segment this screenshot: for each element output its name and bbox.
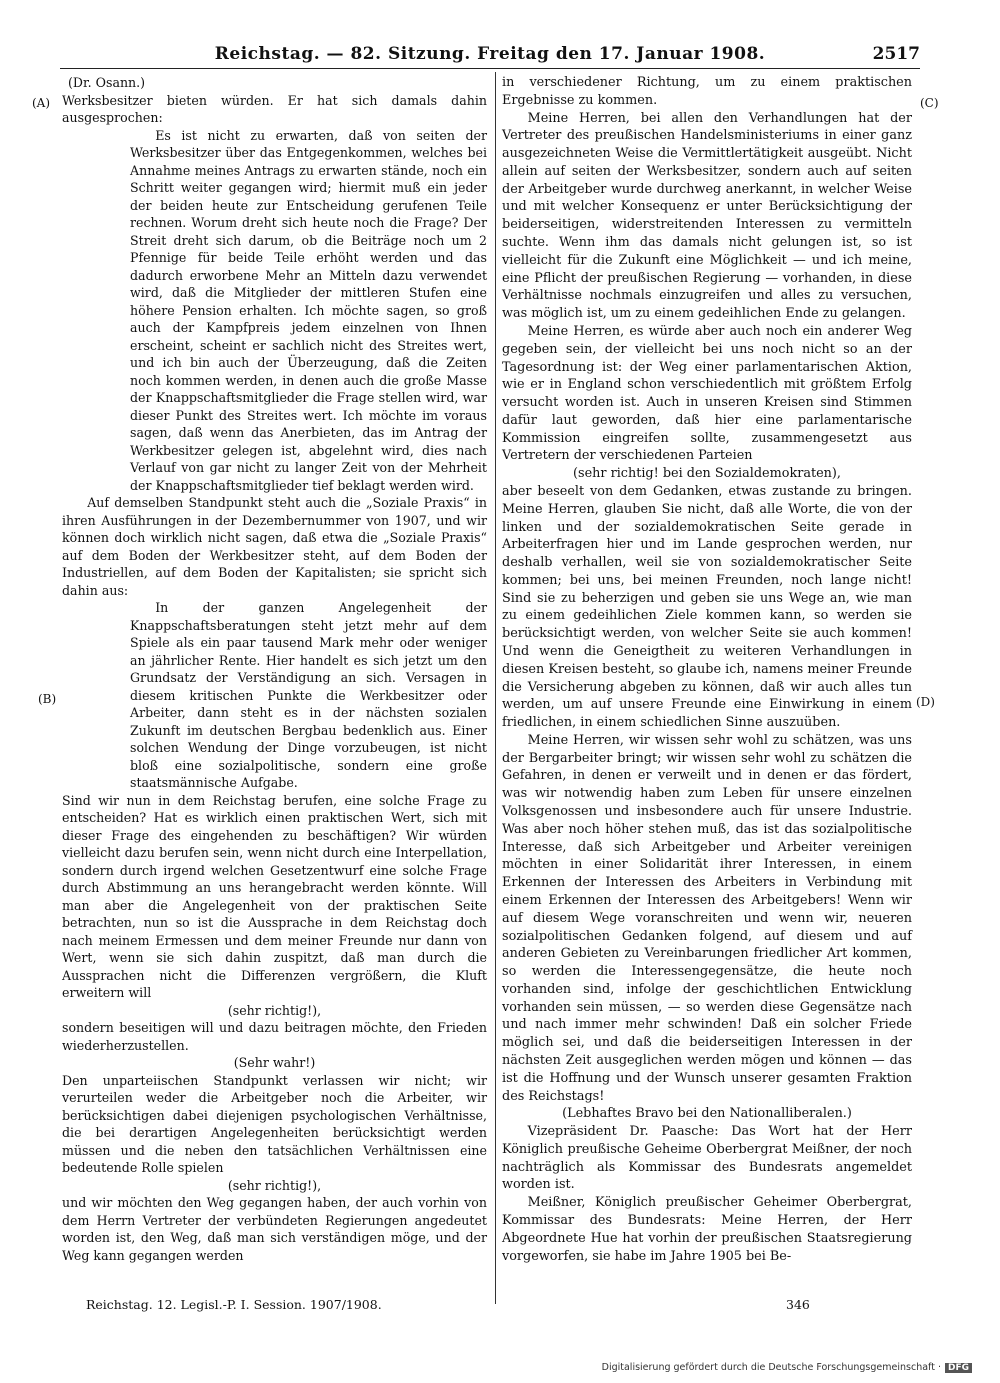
margin-marker-c: (C) — [920, 96, 939, 110]
quote-block: In der ganzen Angelegenheit der Knappschaftsberatungen steht jetzt mehr auf dem Spiele als ein paar tausend Mark mehr oder weniger an jährlicher Rente. Hier handelt es sich jetzt um den Grundsatz der Verständigung an sich. Versagen in diesem kritischen Punkte die Werkbesitzer oder Arbeiter, dann steht es in der nächsten sozialen Zukunft im deutschen Bergbau bedenklich aus. Einer solchen Wendung der Dinge vorzubeugen, ist nicht bloß eine sozialpolitische, sondern eine große staatsmännische Aufgabe. — [130, 600, 487, 790]
footer-left: Reichstag. 12. Legisl.-P. I. Session. 1907/1908. — [86, 1297, 382, 1312]
paragraph: Werksbesitzer bieten würden. Er hat sich damals dahin ausgesprochen: — [62, 92, 487, 125]
left-column — [62, 74, 487, 1264]
speaker-paragraph: Vizepräsident Dr. Paasche: Das Wort hat der Herr Königlich preußische Geheime Oberbergrat Meißner, der noch nachträglich als Kommissar des Bundesrats angemeldet worden ist. — [502, 1124, 912, 1193]
interjection: (sehr richtig! bei den Sozialdemokraten), — [573, 466, 841, 482]
paragraph: Meine Herren, wir wissen sehr wohl zu schätzen, was uns der Bergarbeiter bringt; wir wissen sehr wohl zu schätzen die Gefahren, in denen er verweilt und in denen er das fördert, was wir notwendig haben zum Leben für unsere einzelnen Volksgenossen und insbesondere auch für unsere Industrie. Was aber noch höher stehen muß, das ist das sozialpolitische Interesse, daß sich Arbeitgeber und Arbeiter vereinigen möchten in einer Solidarität ihrer Interessen, in einem Erkennen der Interessen des Arbeiters in Verbindung mit einem Erkennen der Interessen des Arbeitgebers! Wenn wir auf diesem Wege voranschreiten und wenn wir, neueren sozialpolitischen Gedanken folgend, auf diesem und auf anderen Gebieten zu Vereinbarungen friedlicher Art kommen, so werden die Interessengegensätze, die heute noch vorhanden sind, infolge der geschichtlichen Entwicklung vorhanden sein müssen, — so werden diese Gegensätze nach und nach immer mehr schwinden! Daß ein solcher Friede möglich sei, und daß die beiderseitigen Interessen in der nächsten Zeit ausgeglichen werden mögen und können — das ist die Hoffnung und der Wunsch unserer gesamten Fraktion des Reichstags! — [502, 732, 912, 1104]
paragraph: Auf demselben Standpunkt steht auch die „Soziale Praxis“ in ihren Ausführungen in der Dezembernummer von 1907, und wir können doch wirklich nicht sagen, daß etwa die „Soziale Praxis“ auf dem Boden der Werkbesitzer steht, auf dem Boden der Industriellen, auf dem Boden der Kapitalisten; sie spricht sich dahin aus: — [62, 495, 487, 598]
paragraph: Sind wir nun in dem Reichstag berufen, eine solche Frage zu entscheiden? Hat es wirklich einen praktischen Wert, sich mit dieser Frage des eingehenden zu beschäftigen? Wir würden vielleicht dazu berufen sein, wenn nicht durch eine Interpellation, sondern durch irgend welchen Gesetzentwurf eine solche Frage durch Abstimmung an uns herangebracht werden könnte. Will man aber die Angelegenheit von der praktischen Seite betrachten, nun so ist die Aussprache in dem Reichstag doch nach meinem Ermessen und dem meiner Freunde nur dann von Wert, wenn sie sich dahin zuspitzt, daß man durch die Aussprachen nicht die Differenzen vergrößern, die Kluft erweitern will — [62, 792, 487, 1000]
interjection: (sehr richtig!), — [227, 1002, 322, 1018]
speaker-paragraph: Meißner, Königlich preußischer Geheimer Oberbergrat, Kommissar des Bundesrats: Meine Herren, der Herr Abgeordnete Hue hat vorhin der preußischen Staatsregierung vorgeworfen, sie habe im Jahre 1905 bei Be- — [502, 1195, 912, 1264]
header-rule — [60, 68, 920, 69]
interjection: (Sehr wahr!) — [233, 1055, 316, 1070]
footer-signature: 346 — [786, 1297, 810, 1312]
interjection: (Lebhaftes Bravo bei den Nationalliberalen.) — [562, 1106, 852, 1122]
credit-text: Digitalisierung gefördert durch die Deutsche Forschungsgemeinschaft · — [601, 1362, 941, 1373]
paragraph: in verschiedener Richtung, um zu einem praktischen Ergebnisse zu kommen. — [502, 75, 912, 108]
quote-block: Es ist nicht zu erwarten, daß von seiten der Werksbesitzer über das Entgegenkommen, welches bei Annahme meines Antrags zu erwarten stände, noch ein Schritt weiter gegangen wird; hiermit muß ein jeder der beiden heute zur Entscheidung gerufenen Teile rechnen. Worum dreht sich heute noch die Frage? Der Streit dreht sich darum, ob die Beiträge noch um 2 Pfennige für beide Teile erhöht werden und das dadurch erworbene Mehr an Mitteln dazu verwendet wird, daß die Mitglieder der mittleren Stufen eine höhere Pension erhalten. Ich möchte sagen, so groß auch der Kampfpreis jedem einzelnen von Ihnen erscheint, scheint er sachlich nicht des Streites wert, und ich bin auch der Überzeugung, daß die Zeiten noch kommen werden, in denen auch die große Masse der Knappschaftsmitglieder die Frage stellen wird, war dieser Punkt des Streites wert. Ich möchte im voraus sagen, daß wenn das Anerbieten, das im Antrag der Werkbesitzer gelegen ist, abgelehnt wird, dies nach Verlauf von gar nicht zu langer Zeit von der Mehrheit der Knappschaftsmitglieder tief beklagt werden wird. — [130, 127, 487, 493]
column-divider — [495, 72, 496, 1304]
running-header — [60, 44, 920, 68]
paragraph: Den unparteiischen Standpunkt verlassen wir nicht; wir verurteilen weder die Arbeitgeber noch die Arbeiter, wir berücksichtigen dabei diejenigen psychologischen Verhältnisse, die bei derartigen Angelegenheiten berücksichtigt werden müssen und die neben den tatsächlichen Verhältnissen eine bedeutende Rolle spielen — [62, 1072, 487, 1175]
speaker-tag: (Dr. Osann.) — [68, 75, 146, 90]
header-title: Reichstag. — 82. Sitzung. Freitag den 17. Januar 1908. — [214, 44, 766, 64]
paragraph: aber beseelt von dem Gedanken, etwas zustande zu bringen. Meine Herren, glauben Sie nicht, daß alle Worte, die von der linken und der sozialdemokratischen Seite gerade in Arbeiterfragen hier und im Lande gesprochen werden, nur deshalb verhallen, weil sie von sozialdemokratischer Seite kommen; bei uns, bei meinen Freunden, noch lange nicht! Sind sie zu beherzigen und geben sie uns Wege an, wie man zu einem gedeihlichen Ziele kommen kann, so werden sie berücksichtigt werden, von welcher Seite sie auch kommen! Und wenn die Geneigtheit zu weiteren Verhandlungen in diesen Kreisen besteht, so glaube ich, namens meiner Freunde die Versicherung abgeben zu können, daß wir auch alles tun werden, um auf unsere Freunde eine Einwirkung in einem friedlichen, in einem schiedlichen Sinne auszuüben. — [502, 483, 912, 731]
interjection: (sehr richtig!), — [227, 1177, 322, 1193]
margin-marker-a: (A) — [32, 96, 51, 110]
page-number: 2517 — [872, 44, 920, 64]
paragraph: und wir möchten den Weg gegangen haben, der auch vorhin von dem Herrn Vertreter der verbündeten Regierungen angedeutet worden ist, den Weg, daß man sich verständigen möge, und der Weg kann gegangen werden — [62, 1195, 487, 1263]
dfg-logo: DFG — [945, 1363, 972, 1373]
margin-marker-d: (D) — [916, 695, 935, 709]
paragraph: Meine Herren, es würde aber auch noch ein anderer Weg gegeben sein, der vielleicht bei uns noch nicht so an der Tagesordnung ist: der Weg einer parlamentarischen Aktion, wie er in England schon verschiedentlich mit größtem Erfolg versucht worden ist. Auch in unseren Kreisen sind Stimmen dafür laut geworden, daß hier eine parlamentarische Kommission eingreifen sollte, zusammengesetzt aus Vertretern der verschiedenen Parteien — [502, 323, 912, 464]
margin-marker-b: (B) — [38, 692, 57, 706]
paragraph: sondern beseitigen will und dazu beitragen möchte, den Frieden wiederherzustellen. — [62, 1020, 487, 1053]
digitization-credit — [602, 1362, 972, 1373]
paragraph: Meine Herren, bei allen den Verhandlungen hat der Vertreter des preußischen Handelsministeriums in einer ganz ausgezeichneten Weise die Vermittlertätigkeit ausgeübt. Nicht allein auf seiten der Werksbesitzer, sondern auch auf seiten der Arbeitgeber wurde durchweg anerkannt, in welcher Weise und mit welcher Konsequenz er unter Berücksichtigung der beiderseitigen, widerstreitenden Interessen zu vermitteln suchte. Wenn ihm das damals nicht gelungen ist, so ist vielleicht für die Zukunft eine Möglichkeit — und ich meine, eine Pflicht der preußischen Regierung — vorhanden, in diese Verhältnisse nochmals einzugreifen und alles zu versuchen, was möglich ist, um zu einem gedeihlichen Ende zu gelangen. — [502, 110, 912, 322]
right-column — [502, 74, 912, 1265]
